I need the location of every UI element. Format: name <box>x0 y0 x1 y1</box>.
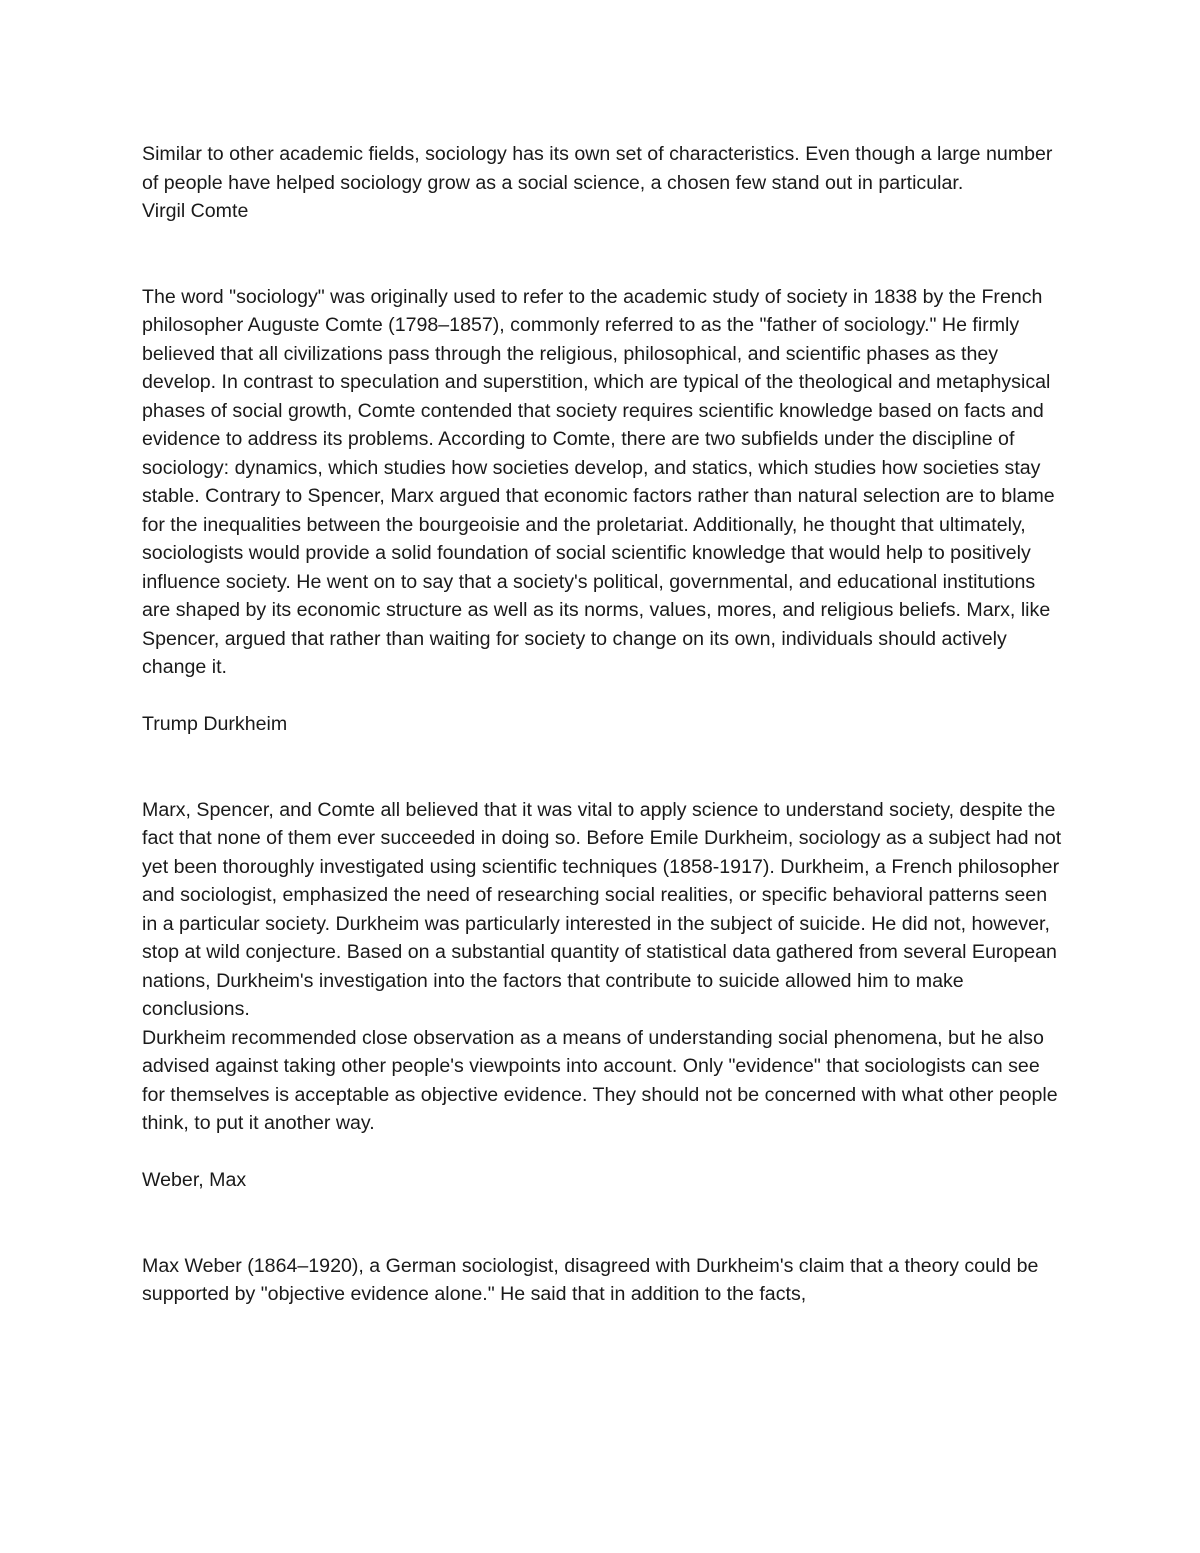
section-heading-durkheim: Trump Durkheim <box>142 713 288 735</box>
durkheim-paragraph-1: Marx, Spencer, and Comte all believed that it was vital to apply science to understand society, despite the fact that none of them ever succeeded in doing so. Before Emile Durkheim, sociology as a subject had not yet been thoroughly investigated using scientific techniques (1858-1917). Durkheim, a French philosopher and sociologist, emphasized the need of researching social realities, or specific behavioral patterns seen in a particular society. Durkheim was particularly interested in the subject of suicide. He did not, however, stop at wild conjecture. Based on a substantial quantity of statistical data gathered from several European nations, Durkheim's investigation into the factors that contribute to suicide allowed him to make conclusions. <box>142 798 1062 1020</box>
spacer <box>142 1138 1067 1167</box>
spacer <box>142 226 1067 283</box>
spacer <box>142 682 1067 711</box>
intro-paragraph: Similar to other academic fields, sociology has its own set of characteristics. Even though a large number of people have helped sociology grow as a social science, a chosen few stand out in particular. <box>142 143 1053 194</box>
weber-paragraph: Max Weber (1864–1920), a German sociologist, disagreed with Durkheim's claim that a theory could be supported by "objective evidence alone." He said that in addition to the facts, <box>142 1254 1039 1305</box>
section-heading-comte: Virgil Comte <box>142 200 249 222</box>
section-heading-weber: Weber, Max <box>142 1169 247 1191</box>
spacer <box>142 739 1067 796</box>
durkheim-paragraph-2: Durkheim recommended close observation as a means of understanding social phenomena, but he also advised against taking other people's viewpoints into account. Only "evidence" that sociologists can see for themselves is acceptable as objective evidence. They should not be concerned with what other people think, to put it another way. <box>142 1026 1058 1134</box>
spacer <box>142 1195 1067 1252</box>
comte-paragraph: The word "sociology" was originally used to refer to the academic study of society in 1838 by the French philosopher Auguste Comte (1798–1857), commonly referred to as the "father of sociology." He firmly believed that all civilizations pass through the religious, philosophical, and scientific phases as they develop. In contrast to speculation and superstition, which are typical of the theological and metaphysical phases of social growth, Comte contended that society requires scientific knowledge based on facts and evidence to address its problems. According to Comte, there are two subfields under the discipline of sociology: dynamics, which studies how societies develop, and statics, which studies how societies stay stable. Contrary to Spencer, Marx argued that economic factors rather than natural selection are to blame for the inequalities between the bourgeoisie and the proletariat. Additionally, he thought that ultimately, sociologists would provide a solid foundation of social scientific knowledge that would help to positively influence society. He went on to say that a society's political, governmental, and educational institutions are shaped by its economic structure as well as its norms, values, mores, and religious beliefs. Marx, like Spencer, argued that rather than waiting for society to change on its own, individuals should actively change it. <box>142 285 1055 678</box>
document-page <box>142 140 1067 1309</box>
